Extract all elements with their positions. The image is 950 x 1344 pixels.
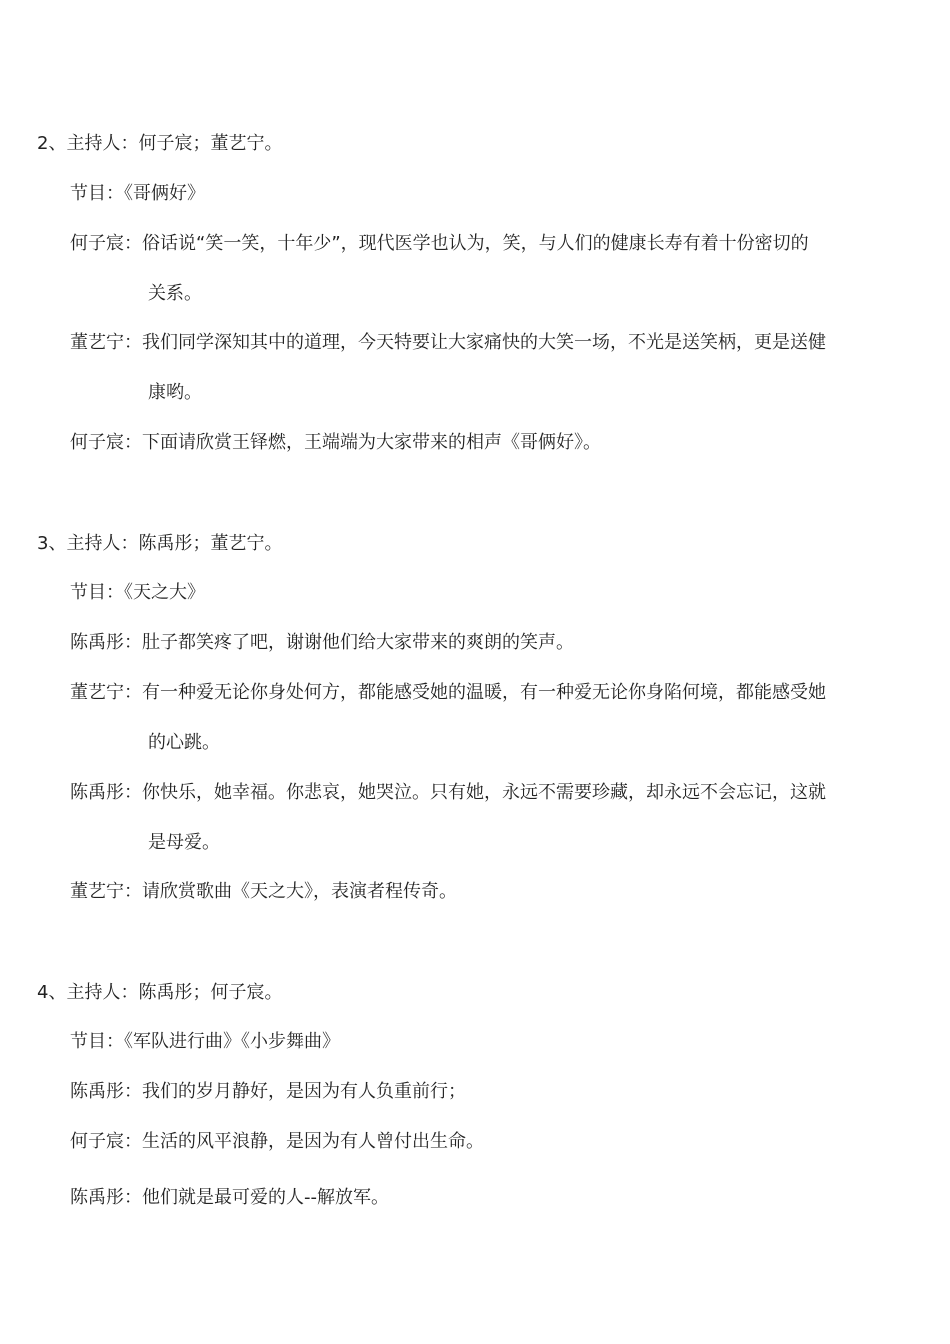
dialogue-continuation: 关系。 <box>148 283 202 304</box>
dialogue-line <box>70 431 601 455</box>
speaker-label: 董艺宁： <box>70 682 142 703</box>
section-3-program: 节目：《天之大》 <box>70 582 205 603</box>
dialogue-line <box>70 1130 484 1154</box>
dialogue-text: 肚子都笑疼了吧，谢谢他们给大家带来的爽朗的笑声。 <box>142 632 574 653</box>
dialogue-text: 下面请欣赏王铎燃，王端端为大家带来的相声《哥俩好》。 <box>142 432 601 453</box>
speaker-label: 何子宸： <box>70 1131 142 1152</box>
section-2-heading: 2、主持人：何子宸；董艺宁。 <box>37 133 283 154</box>
dialogue-text: 他们就是最可爱的人--解放军。 <box>142 1187 389 1208</box>
speaker-label: 陈禹彤： <box>70 782 142 803</box>
dialogue-text: 生活的风平浪静，是因为有人曾付出生命。 <box>142 1131 484 1152</box>
dialogue-text: 有一种爱无论你身处何方，都能感受她的温暖，有一种爱无论你身陷何境，都能感受她 <box>142 682 826 703</box>
dialogue-line <box>70 331 826 355</box>
dialogue-text: 我们的岁月静好，是因为有人负重前行； <box>142 1081 466 1102</box>
dialogue-line <box>70 1186 389 1210</box>
dialogue-text: 请欣赏歌曲《天之大》，表演者程传奇。 <box>142 881 457 902</box>
speaker-label: 陈禹彤： <box>70 1187 142 1208</box>
speaker-label: 陈禹彤： <box>70 632 142 653</box>
speaker-label: 何子宸： <box>70 233 142 254</box>
section-2-program: 节目：《哥俩好》 <box>70 183 205 204</box>
dialogue-line <box>70 631 574 655</box>
speaker-label: 陈禹彤： <box>70 1081 142 1102</box>
dialogue-text: 俗话说“笑一笑，十年少”，现代医学也认为，笑，与人们的健康长寿有着十份密切的 <box>142 233 809 254</box>
dialogue-line <box>70 232 809 256</box>
dialogue-text: 你快乐，她幸福。你悲哀，她哭泣。只有她，永远不需要珍藏，却永远不会忘记，这就 <box>142 782 826 803</box>
speaker-label: 董艺宁： <box>70 881 142 902</box>
dialogue-line <box>70 781 826 805</box>
section-3-heading: 3、主持人：陈禹彤；董艺宁。 <box>37 533 283 554</box>
speaker-label: 董艺宁： <box>70 332 142 353</box>
section-4-program: 节目：《军队进行曲》《小步舞曲》 <box>70 1031 340 1052</box>
dialogue-continuation: 康哟。 <box>148 382 202 403</box>
dialogue-line <box>70 681 826 705</box>
dialogue-continuation: 是母爱。 <box>148 832 220 853</box>
dialogue-text: 我们同学深知其中的道理，今天特要让大家痛快的大笑一场，不光是送笑柄，更是送健 <box>142 332 826 353</box>
section-4-heading: 4、主持人：陈禹彤；何子宸。 <box>37 982 283 1003</box>
dialogue-line <box>70 1080 466 1104</box>
dialogue-line <box>70 880 457 904</box>
speaker-label: 何子宸： <box>70 432 142 453</box>
dialogue-continuation: 的心跳。 <box>148 732 220 753</box>
